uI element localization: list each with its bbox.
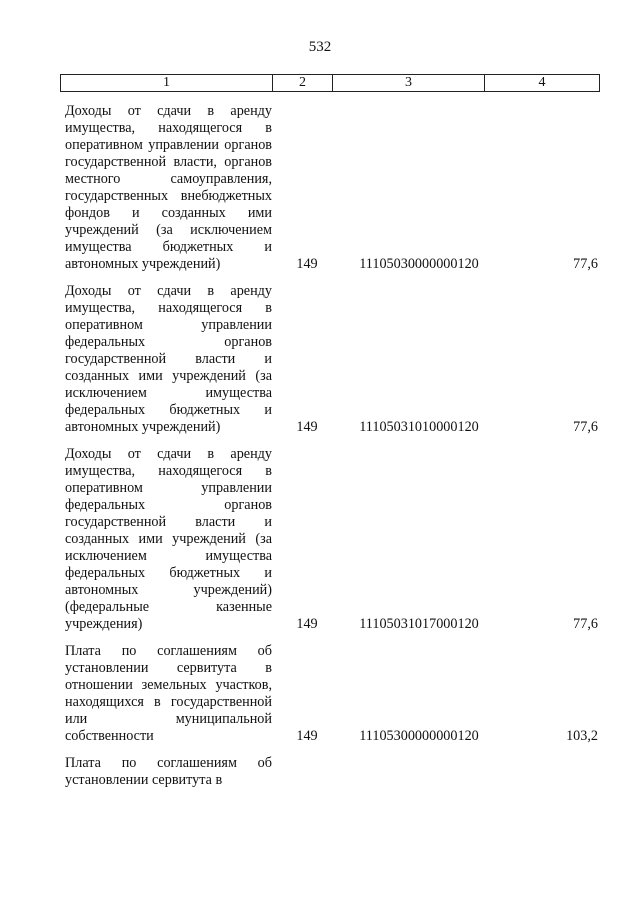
row-description: Доходы от сдачи в аренду имущества, находящегося в оперативном управлении органов государственной власти, органов местного самоуправления, государственных внебюджетных фондов и созданных ими учреждений (за исключением имущества бюджетных и автономных учреждений)	[65, 103, 272, 272]
column-header-3: 3	[333, 75, 485, 92]
row-amount: 77,6	[573, 616, 598, 632]
row-admin-code: 149	[296, 256, 318, 272]
table-body	[60, 103, 599, 799]
column-header-row	[61, 75, 600, 92]
table-row	[60, 446, 599, 633]
row-kbk-code: 11105031010000120	[359, 419, 479, 435]
row-amount: 103,2	[566, 728, 598, 744]
column-header-table	[60, 74, 600, 92]
row-description: Доходы от сдачи в аренду имущества, находящегося в оперативном управлении федеральных органов государственной власти и созданных ими учреждений (за исключением имущества федеральных бюджетных и автономных учреждений)	[65, 283, 272, 435]
column-header-1: 1	[61, 75, 273, 92]
page-number: 532	[308, 39, 332, 55]
row-admin-code: 149	[296, 419, 318, 435]
row-description: Плата по соглашениям об установлении сервитута в	[65, 755, 272, 788]
row-amount: 77,6	[573, 419, 598, 435]
column-header-2: 2	[273, 75, 333, 92]
column-header-4: 4	[485, 75, 600, 92]
table-row	[60, 643, 599, 745]
row-description: Плата по соглашениям об установлении сервитута в отношении земельных участков, находящихся в государственной или муниципальной собственности	[65, 643, 272, 744]
table-row	[60, 755, 599, 789]
row-kbk-code: 11105030000000120	[359, 256, 479, 272]
table-row	[60, 283, 599, 436]
table-row	[60, 103, 599, 273]
row-description: Доходы от сдачи в аренду имущества, находящегося в оперативном управлении федеральных органов государственной власти и созданных ими учреждений (за исключением имущества федеральных бюджетных и автономных учреждений) (федеральные казенные учреждения)	[65, 446, 272, 632]
row-amount: 77,6	[573, 256, 598, 272]
row-kbk-code: 11105300000000120	[359, 728, 479, 744]
row-admin-code: 149	[296, 616, 318, 632]
row-admin-code: 149	[296, 728, 318, 744]
row-kbk-code: 11105031017000120	[359, 616, 479, 632]
